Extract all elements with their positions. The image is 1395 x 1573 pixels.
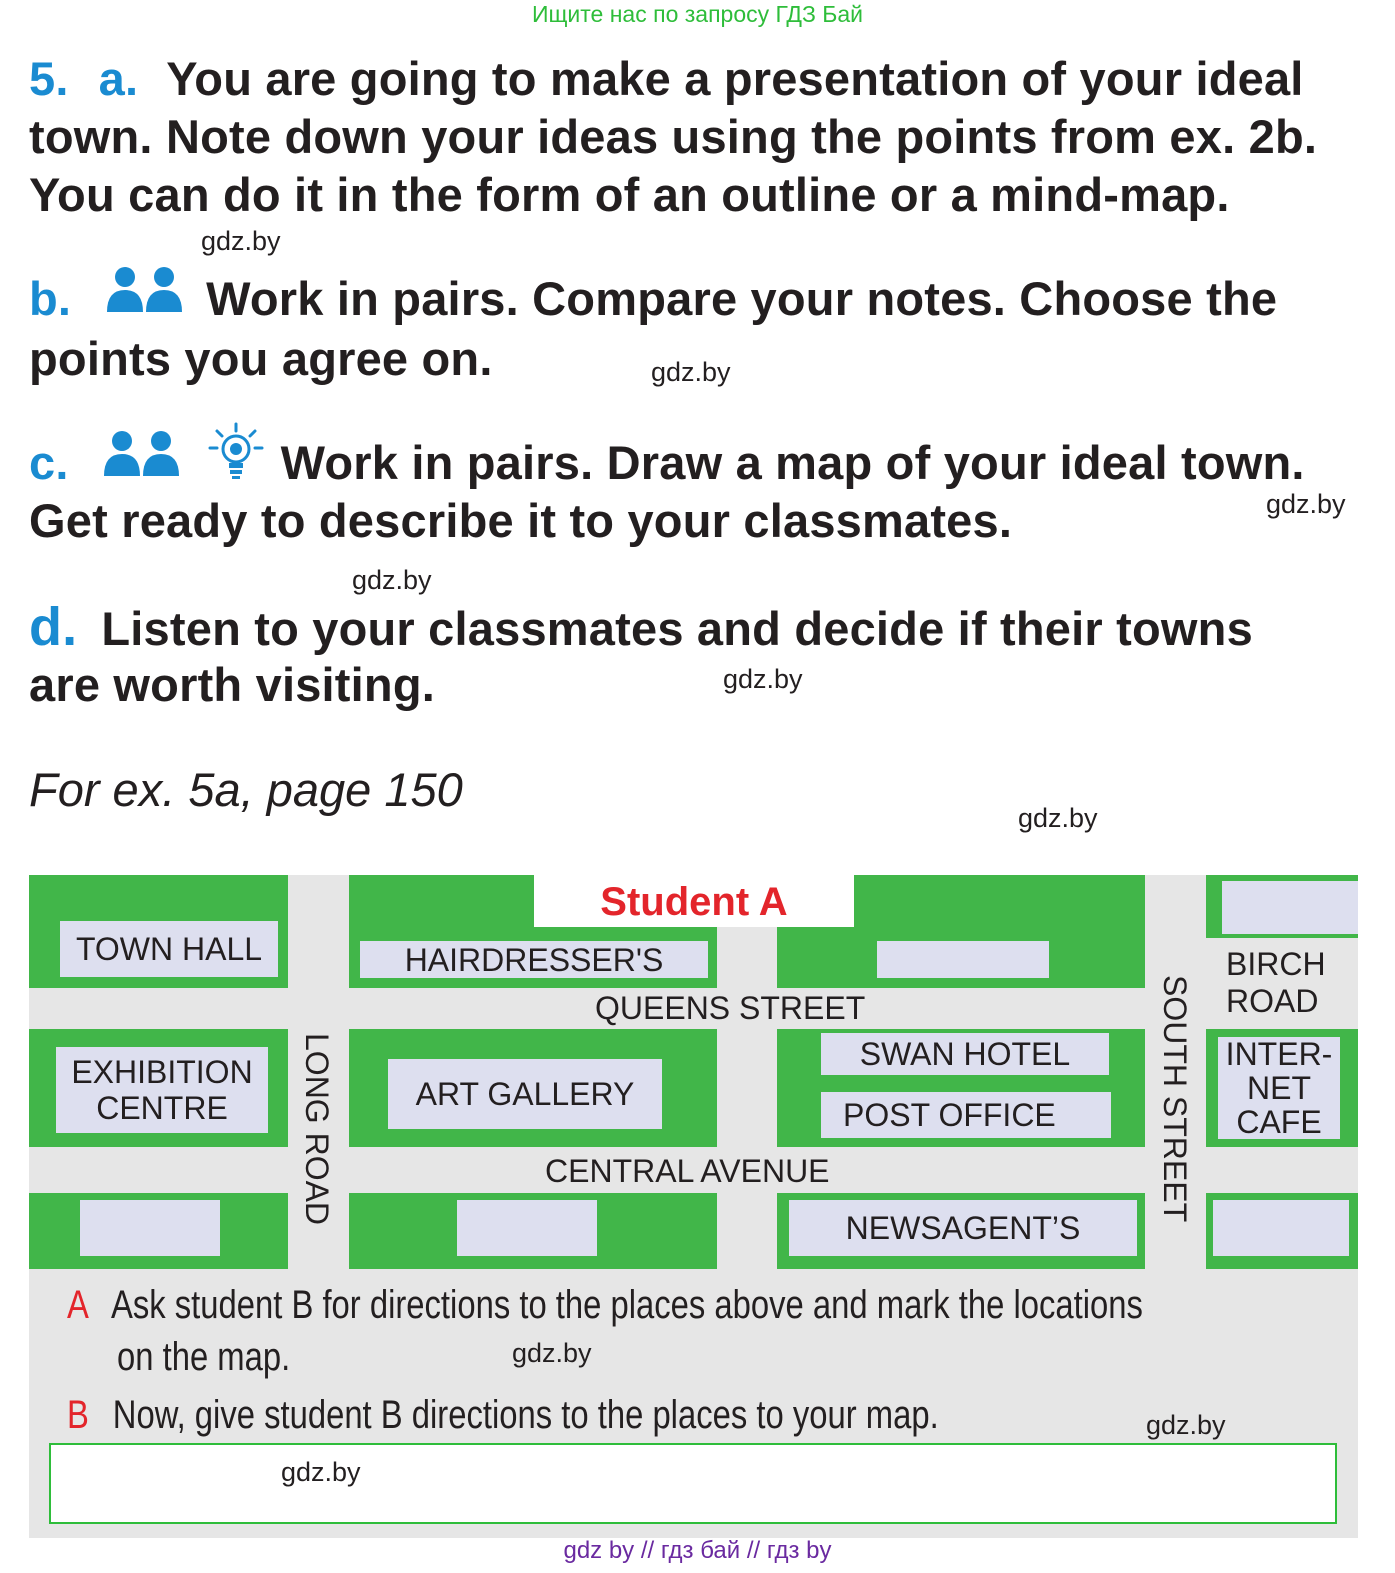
exercise-a-text-3: You can do it in the form of an outline or a mind-map. (29, 168, 1230, 221)
label-internet-line3: CAFE (1236, 1104, 1322, 1140)
instruction-b-line1 (67, 1391, 939, 1439)
instruction-b-letter: B (67, 1393, 89, 1437)
label-exhibition-line2: CENTRE (96, 1090, 228, 1126)
instruction-b-text: Now, give student B directions to the places to your map. (112, 1393, 939, 1437)
exercise-a-text-1: You are going to make a presentation of your ideal (166, 52, 1304, 105)
label-exhibition-line1: EXHIBITION (71, 1054, 253, 1090)
exercise-d-letter: d. (29, 597, 78, 657)
street-birch-1: BIRCH (1226, 946, 1326, 982)
exercise-number: 5. (29, 52, 69, 105)
exercise-5a-line1 (29, 50, 1304, 108)
lightbulb-idea-icon (207, 422, 265, 487)
exercise-c-text-1: Work in pairs. Draw a map of your ideal town. (280, 436, 1305, 489)
label-blank (1222, 881, 1358, 934)
watermark: gdz.by (201, 226, 281, 256)
exercise-d-text-2: are worth visiting. (29, 658, 435, 711)
watermark: gdz.by (651, 357, 731, 387)
exercise-b-letter: b. (29, 272, 72, 325)
exercise-c-text-2: Get ready to describe it to your classmates. (29, 494, 1013, 547)
label-blank (877, 941, 1049, 978)
road-gap (717, 927, 777, 988)
exercise-c-letter: c. (29, 436, 69, 489)
watermark: gdz.by (1018, 803, 1098, 833)
label-post-office: POST OFFICE (821, 1092, 1111, 1138)
label-hairdresser: HAIRDRESSER'S (360, 941, 708, 978)
street-long-road: LONG ROAD (299, 1033, 335, 1226)
label-town-hall: TOWN HALL (60, 921, 278, 977)
watermark: gdz.by (1266, 489, 1346, 519)
exercise-a-text-2: town. Note down your ideas using the points from ex. 2b. (29, 110, 1318, 163)
exercise-b-text-1: Work in pairs. Compare your notes. Choose the (206, 272, 1278, 325)
watermark: gdz.by (352, 565, 432, 595)
instruction-a-line2: on the map. (117, 1335, 291, 1379)
label-art-gallery: ART GALLERY (388, 1059, 662, 1129)
exercise-a-letter: a. (98, 52, 139, 105)
instruction-a-text: Ask student B for directions to the places above and mark the locations (110, 1283, 1143, 1327)
watermark: gdz.by (1146, 1410, 1226, 1440)
exercise-5d-line1 (29, 598, 1253, 658)
label-internet-cafe (1218, 1037, 1340, 1139)
label-blank (80, 1200, 220, 1256)
pair-work-icon (103, 430, 181, 483)
instruction-a-line1 (67, 1281, 1143, 1329)
label-exhibition-centre (56, 1047, 268, 1133)
street-queens: QUEENS STREET (595, 990, 866, 1026)
watermark: gdz.by (281, 1457, 361, 1487)
label-internet-line1: INTER- (1225, 1036, 1333, 1072)
street-south: SOUTH STREET (1157, 975, 1193, 1223)
label-blank (457, 1200, 597, 1256)
instruction-a-letter: A (67, 1283, 88, 1327)
answer-box[interactable] (49, 1443, 1337, 1524)
exercise-b-text-2: points you agree on. (29, 332, 493, 385)
street-birch-2: ROAD (1226, 983, 1319, 1019)
page-reference: For ex. 5a, page 150 (29, 763, 463, 816)
label-blank (1213, 1200, 1349, 1256)
watermark: gdz.by (512, 1338, 592, 1368)
exercise-5b-line1 (29, 270, 1277, 328)
label-swan-hotel: SWAN HOTEL (821, 1033, 1109, 1075)
map-title: Student A (600, 880, 788, 924)
label-internet-line2: NET (1247, 1070, 1311, 1106)
top-banner[interactable]: Ищите нас по запросу ГДЗ Бай (531, 1, 864, 27)
watermark: gdz.by (723, 664, 803, 694)
footer-links[interactable]: gdz by // гдз бай // гдз by (563, 1537, 832, 1564)
label-newsagent: NEWSAGENT’S (789, 1200, 1137, 1256)
exercise-d-text-1: Listen to your classmates and decide if their towns (101, 602, 1253, 655)
street-central-avenue: CENTRAL AVENUE (545, 1153, 830, 1189)
pair-work-icon (106, 266, 184, 319)
